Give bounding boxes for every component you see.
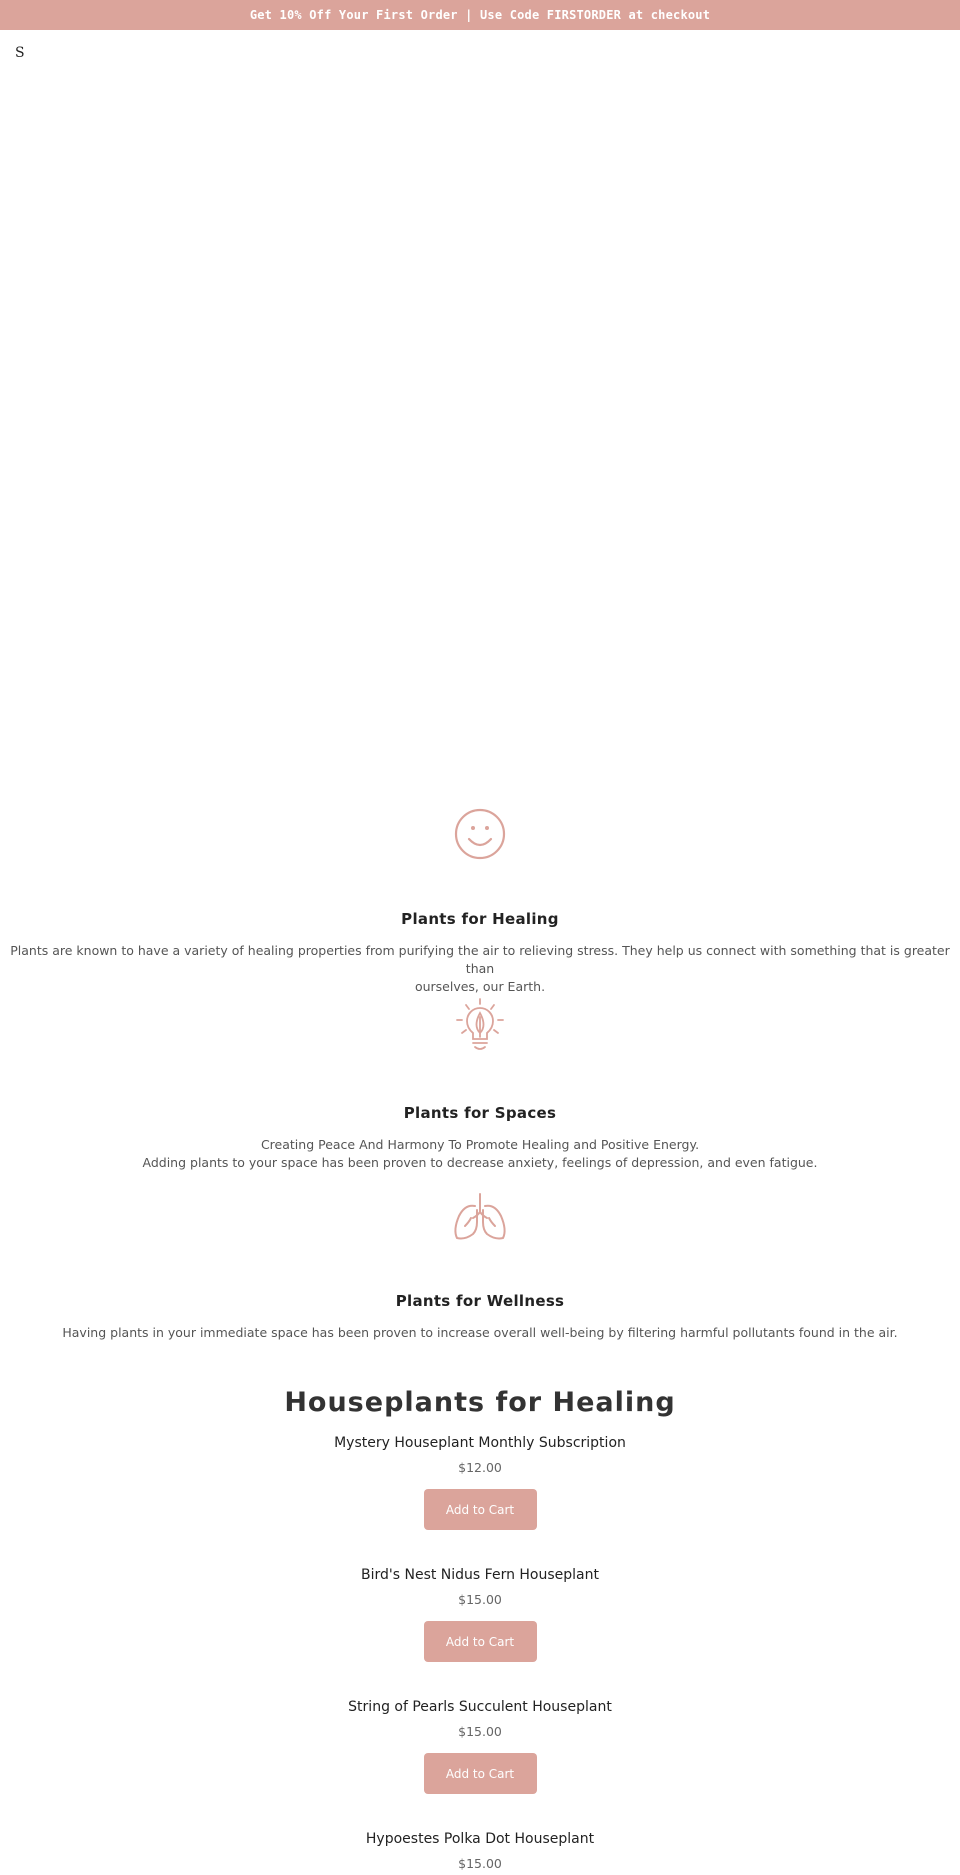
product-title[interactable]: Bird's Nest Nidus Fern Houseplant bbox=[361, 1567, 599, 1583]
hero-banner bbox=[0, 30, 960, 790]
product-title[interactable]: String of Pearls Succulent Houseplant bbox=[348, 1699, 612, 1715]
feature-description bbox=[0, 942, 960, 996]
announcement-bar bbox=[0, 0, 960, 30]
site-logo[interactable]: S bbox=[15, 45, 25, 61]
product-price: $15.00 bbox=[458, 1856, 502, 1871]
feature-description bbox=[0, 1324, 960, 1342]
product-card bbox=[0, 1565, 960, 1662]
product-card bbox=[0, 1829, 960, 1873]
smiley-face-icon bbox=[454, 808, 506, 860]
add-to-cart-button[interactable]: Add to Cart bbox=[424, 1621, 537, 1662]
feature-text-line: Creating Peace And Harmony To Promote Healing and Positive Energy. bbox=[260, 1137, 700, 1152]
product-price: $15.00 bbox=[458, 1592, 502, 1607]
announcement-text: Get 10% Off Your First Order | Use Code FIRSTORDER at checkout bbox=[249, 8, 711, 22]
lungs-icon bbox=[451, 1192, 509, 1242]
feature-healing bbox=[0, 808, 960, 996]
feature-text-line: Plants are known to have a variety of healing properties from purifying the air to relieving stress. They help us connect with something that is greater than bbox=[10, 943, 950, 976]
product-title[interactable]: Mystery Houseplant Monthly Subscription bbox=[334, 1435, 626, 1451]
add-to-cart-button[interactable]: Add to Cart bbox=[424, 1753, 537, 1794]
add-to-cart-button[interactable]: Add to Cart bbox=[424, 1489, 537, 1530]
collection-heading: Houseplants for Healing bbox=[284, 1387, 676, 1418]
feature-wellness bbox=[0, 1192, 960, 1342]
feature-spaces bbox=[0, 997, 960, 1172]
product-title[interactable]: Hypoestes Polka Dot Houseplant bbox=[365, 1831, 595, 1847]
product-card bbox=[0, 1433, 960, 1530]
feature-title: Plants for Healing bbox=[401, 910, 559, 928]
feature-title: Plants for Wellness bbox=[395, 1292, 565, 1310]
feature-text-line: ourselves, our Earth. bbox=[414, 979, 546, 994]
feature-description bbox=[0, 1136, 960, 1172]
feature-text-line: Adding plants to your space has been proven to decrease anxiety, feelings of depression, and even fatigue. bbox=[142, 1155, 818, 1170]
lightbulb-leaf-icon bbox=[454, 997, 506, 1053]
product-price: $15.00 bbox=[458, 1724, 502, 1739]
product-card bbox=[0, 1697, 960, 1794]
feature-title: Plants for Spaces bbox=[403, 1104, 557, 1122]
feature-text-line: Having plants in your immediate space has been proven to increase overall well-being by filtering harmful pollutants found in the air. bbox=[62, 1325, 898, 1340]
product-price: $12.00 bbox=[458, 1460, 502, 1475]
